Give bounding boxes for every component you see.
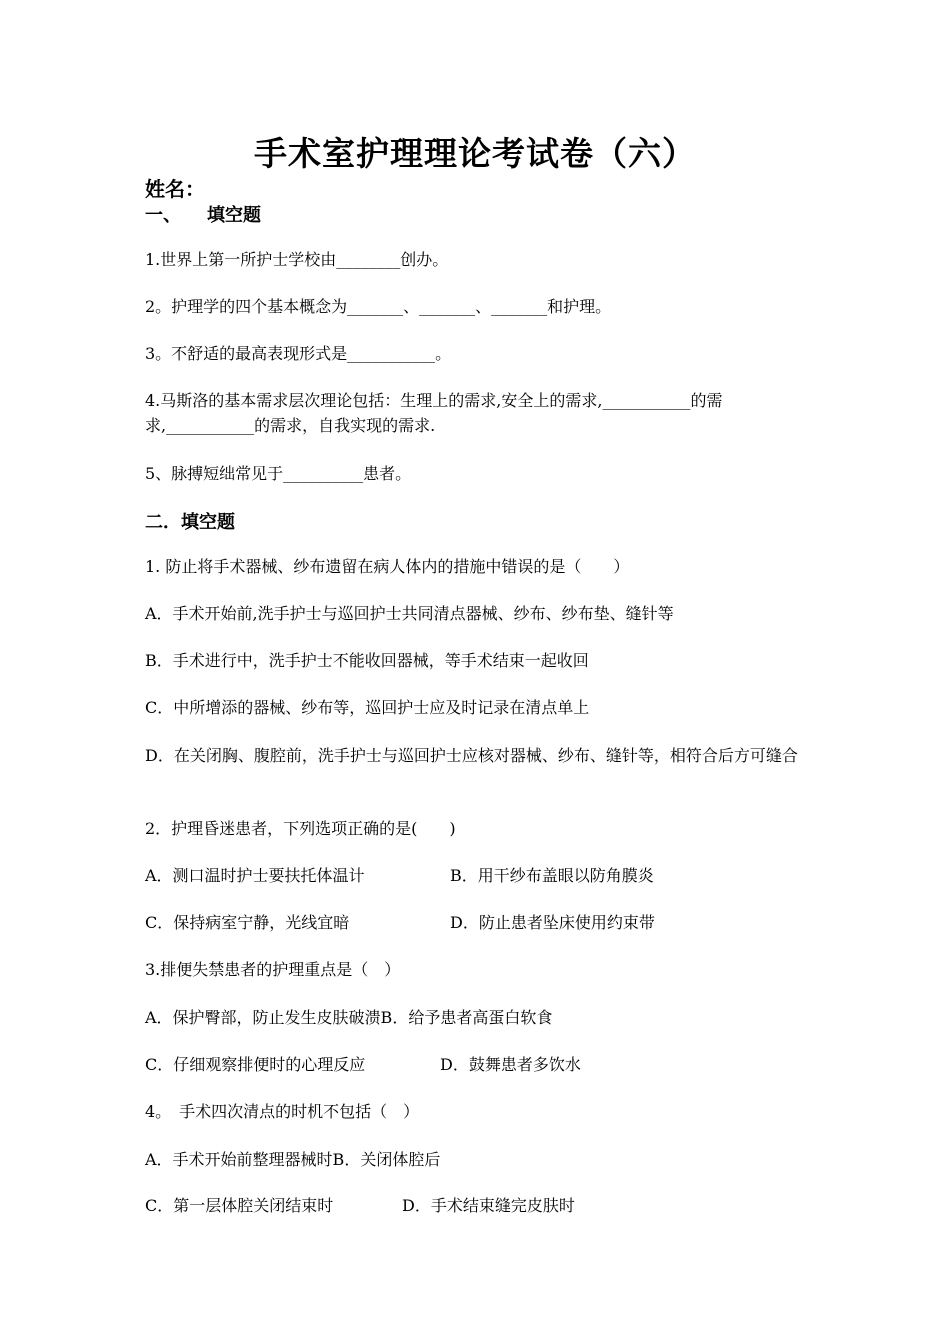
section-1-heading xyxy=(145,201,261,227)
q3-option-d: D．鼓舞患者多饮水 xyxy=(440,1055,581,1074)
q2-stem: 2．护理昏迷患者，下列选项正确的是( ) xyxy=(145,819,456,838)
q1-option-b: B．手术进行中，洗手护士不能收回器械，等手术结束一起收回 xyxy=(145,651,589,670)
q3-row-cd xyxy=(145,1052,581,1077)
q2-option-b: B．用干纱布盖眼以防角膜炎 xyxy=(450,866,654,885)
section-2-heading: 二．填空题 xyxy=(145,512,235,533)
q1-option-c: C．中所增添的器械、纱布等，巡回护士应及时记录在清点单上 xyxy=(145,698,590,717)
q4-option-ab: A．手术开始前整理器械时B．关闭体腔后 xyxy=(145,1150,441,1169)
q4-stem: 4。 手术四次清点的时机不包括（ ） xyxy=(145,1102,420,1121)
q4-option-d: D．手术结束缝完皮肤时 xyxy=(402,1196,575,1215)
q4-option-c: C．第一层体腔关闭结束时 xyxy=(145,1196,334,1215)
name-label: 姓名： xyxy=(145,177,205,201)
q2-option-d: D．防止患者坠床使用约束带 xyxy=(450,913,655,932)
fill-blank-1: 1.世界上第一所护士学校由________创办。 xyxy=(145,250,449,269)
q1-option-a: A．手术开始前,洗手护士与巡回护士共同清点器械、纱布、纱布垫、缝针等 xyxy=(145,604,674,623)
fill-blank-2: 2。护理学的四个基本概念为_______、_______、_______和护理。 xyxy=(145,297,612,316)
q2-option-a: A．测口温时护士要扶托体温计 xyxy=(145,866,365,885)
q1-option-d: D．在关闭胸、腹腔前，洗手护士与巡回护士应核对器械、纱布、缝针等，相符合后方可缝合 xyxy=(145,746,798,765)
q2-row-cd xyxy=(145,910,655,935)
section-1-title: 填空题 xyxy=(207,205,261,226)
q2-option-c: C．保持病室宁静，光线宜暗 xyxy=(145,913,350,932)
q3-stem: 3.排便失禁患者的护理重点是（ ） xyxy=(145,960,401,979)
fill-blank-4: 4.马斯洛的基本需求层次理论包括：生理上的需求,安全上的需求,___________的需求,___________的需求，自我实现的需求. xyxy=(145,391,723,435)
q2-row-ab xyxy=(145,863,654,888)
fill-blank-5: 5、脉搏短绌常见于__________患者。 xyxy=(145,464,412,483)
section-1-number: 一、 xyxy=(145,205,181,226)
q3-option-ab: A．保护臀部，防止发生皮肤破溃B．给予患者高蛋白软食 xyxy=(145,1008,553,1027)
q1-stem: 1. 防止将手术器械、纱布遗留在病人体内的措施中错误的是（ ） xyxy=(145,557,630,576)
q3-option-c: C．仔细观察排便时的心理反应 xyxy=(145,1055,366,1074)
fill-blank-3: 3。不舒适的最高表现形式是___________。 xyxy=(145,344,452,363)
q4-row-cd xyxy=(145,1193,575,1218)
page-title: 手术室护理理论考试卷（六） xyxy=(254,134,696,173)
